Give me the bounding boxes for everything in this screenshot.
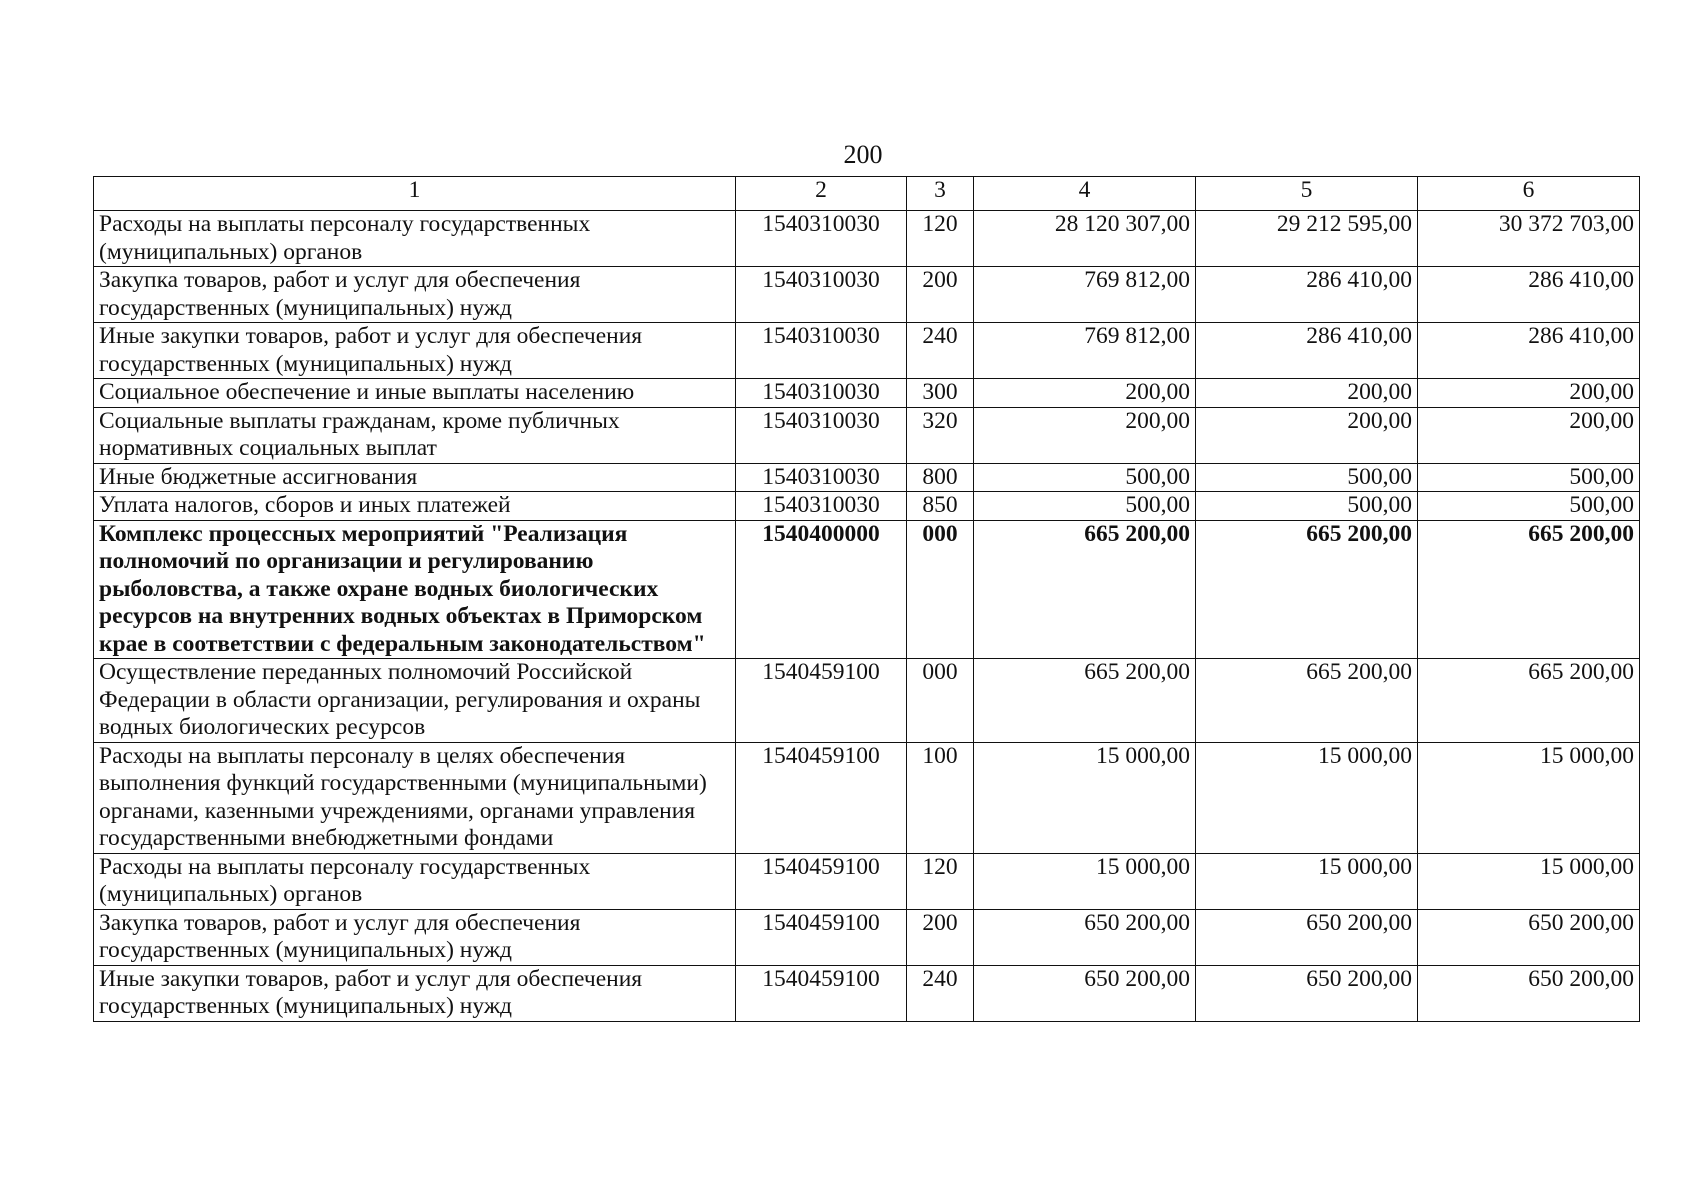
row-amount-col6-cell: 15 000,00 [1418,742,1640,853]
row-expense-type-cell: 240 [907,965,974,1021]
row-amount-col5-cell: 286 410,00 [1196,323,1418,379]
row-name-cell: Социальное обеспечение и иные выплаты населению [94,379,736,408]
row-name-cell: Расходы на выплаты персоналу государственных (муниципальных) органов [94,211,736,267]
row-amount-col4-cell: 769 812,00 [974,323,1196,379]
row-amount-col5-cell: 200,00 [1196,379,1418,408]
row-amount-col6-cell: 650 200,00 [1418,965,1640,1021]
row-amount-col6-cell: 286 410,00 [1418,323,1640,379]
row-amount-col5-cell: 650 200,00 [1196,909,1418,965]
table-row [94,742,1640,853]
row-target-code-cell: 1540310030 [736,463,907,492]
row-name-cell: Расходы на выплаты персоналу государственных (муниципальных) органов [94,853,736,909]
row-name-cell: Иные бюджетные ассигнования [94,463,736,492]
table-row [94,267,1640,323]
row-amount-col5-cell: 665 200,00 [1196,659,1418,743]
column-header-3: 3 [907,177,974,211]
row-amount-col6-cell: 500,00 [1418,492,1640,521]
row-expense-type-cell: 850 [907,492,974,521]
row-amount-col4-cell: 15 000,00 [974,853,1196,909]
column-header-6: 6 [1418,177,1640,211]
row-expense-type-cell: 320 [907,407,974,463]
table-row [94,659,1640,743]
row-amount-col4-cell: 665 200,00 [974,659,1196,743]
row-expense-type-cell: 800 [907,463,974,492]
row-name-cell: Иные закупки товаров, работ и услуг для обеспечения государственных (муниципальных) нужд [94,965,736,1021]
row-target-code-cell: 1540459100 [736,965,907,1021]
row-amount-col5-cell: 15 000,00 [1196,853,1418,909]
table-row [94,492,1640,521]
table-row [94,965,1640,1021]
row-amount-col6-cell: 15 000,00 [1418,853,1640,909]
row-expense-type-cell: 240 [907,323,974,379]
row-amount-col5-cell: 15 000,00 [1196,742,1418,853]
row-amount-col4-cell: 500,00 [974,492,1196,521]
row-target-code-cell: 1540310030 [736,407,907,463]
row-amount-col4-cell: 28 120 307,00 [974,211,1196,267]
table-row [94,909,1640,965]
column-number-row [94,177,1640,211]
column-header-4: 4 [974,177,1196,211]
table-row [94,520,1640,659]
row-amount-col6-cell: 665 200,00 [1418,520,1640,659]
row-amount-col4-cell: 650 200,00 [974,965,1196,1021]
row-target-code-cell: 1540310030 [736,379,907,408]
row-amount-col5-cell: 665 200,00 [1196,520,1418,659]
row-amount-col6-cell: 200,00 [1418,407,1640,463]
row-amount-col6-cell: 286 410,00 [1418,267,1640,323]
row-expense-type-cell: 000 [907,520,974,659]
row-expense-type-cell: 300 [907,379,974,408]
table-row [94,323,1640,379]
row-amount-col4-cell: 665 200,00 [974,520,1196,659]
row-amount-col5-cell: 200,00 [1196,407,1418,463]
table-row [94,211,1640,267]
row-name-cell: Иные закупки товаров, работ и услуг для обеспечения государственных (муниципальных) нужд [94,323,736,379]
row-target-code-cell: 1540310030 [736,211,907,267]
table-row [94,463,1640,492]
row-target-code-cell: 1540459100 [736,659,907,743]
row-target-code-cell: 1540400000 [736,520,907,659]
column-header-1: 1 [94,177,736,211]
row-name-cell: Расходы на выплаты персоналу в целях обеспечения выполнения функций государственными (муниципальными) органами, казенными учреждениями, органами управления государственными внебюджетными фондами [94,742,736,853]
row-amount-col4-cell: 15 000,00 [974,742,1196,853]
table-row [94,407,1640,463]
row-name-cell: Закупка товаров, работ и услуг для обеспечения государственных (муниципальных) нужд [94,267,736,323]
row-target-code-cell: 1540459100 [736,909,907,965]
column-header-5: 5 [1196,177,1418,211]
row-name-cell: Социальные выплаты гражданам, кроме публичных нормативных социальных выплат [94,407,736,463]
row-amount-col5-cell: 650 200,00 [1196,965,1418,1021]
table-row [94,853,1640,909]
row-target-code-cell: 1540310030 [736,492,907,521]
row-amount-col4-cell: 769 812,00 [974,267,1196,323]
row-amount-col5-cell: 286 410,00 [1196,267,1418,323]
row-target-code-cell: 1540310030 [736,267,907,323]
row-expense-type-cell: 000 [907,659,974,743]
row-name-cell: Комплекс процессных мероприятий "Реализация полномочий по организации и регулированию рыболовства, а также охране водных биологических ресурсов на внутренних водных объектах в Приморском крае в соответствии с федеральным законодательством" [94,520,736,659]
table-row [94,379,1640,408]
row-amount-col6-cell: 650 200,00 [1418,909,1640,965]
row-name-cell: Закупка товаров, работ и услуг для обеспечения государственных (муниципальных) нужд [94,909,736,965]
row-amount-col4-cell: 650 200,00 [974,909,1196,965]
row-amount-col4-cell: 200,00 [974,407,1196,463]
page-number: 200 [843,140,883,169]
row-target-code-cell: 1540310030 [736,323,907,379]
row-amount-col6-cell: 30 372 703,00 [1418,211,1640,267]
row-expense-type-cell: 200 [907,909,974,965]
row-amount-col4-cell: 500,00 [974,463,1196,492]
row-amount-col5-cell: 500,00 [1196,463,1418,492]
budget-table [93,176,1640,1022]
row-expense-type-cell: 100 [907,742,974,853]
row-name-cell: Осуществление переданных полномочий Российской Федерации в области организации, регулирования и охраны водных биологических ресурсов [94,659,736,743]
row-amount-col6-cell: 665 200,00 [1418,659,1640,743]
table-body [94,211,1640,1022]
row-expense-type-cell: 200 [907,267,974,323]
row-expense-type-cell: 120 [907,211,974,267]
column-header-2: 2 [736,177,907,211]
row-amount-col5-cell: 29 212 595,00 [1196,211,1418,267]
row-amount-col5-cell: 500,00 [1196,492,1418,521]
row-name-cell: Уплата налогов, сборов и иных платежей [94,492,736,521]
row-target-code-cell: 1540459100 [736,853,907,909]
row-target-code-cell: 1540459100 [736,742,907,853]
row-expense-type-cell: 120 [907,853,974,909]
row-amount-col6-cell: 500,00 [1418,463,1640,492]
row-amount-col6-cell: 200,00 [1418,379,1640,408]
row-amount-col4-cell: 200,00 [974,379,1196,408]
